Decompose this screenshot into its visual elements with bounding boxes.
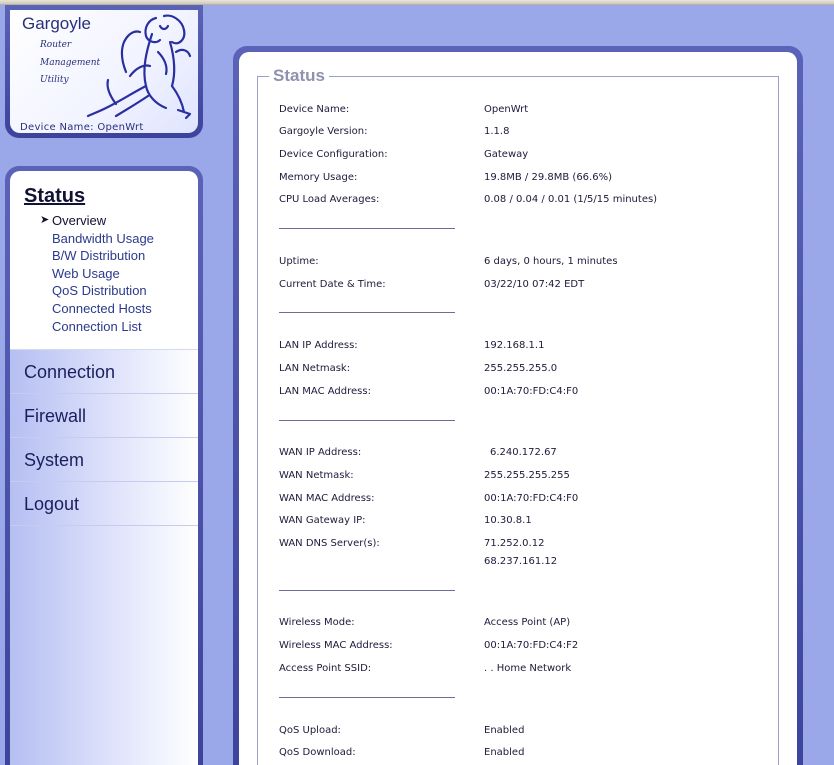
info-label: WAN DNS Server(s): bbox=[279, 538, 380, 549]
sidebar-item-label: Firewall bbox=[24, 406, 87, 426]
info-value: . . Home Network bbox=[484, 663, 572, 674]
info-row-ssid bbox=[279, 663, 779, 679]
section-divider bbox=[279, 697, 455, 698]
info-value: Enabled bbox=[484, 725, 525, 736]
sidebar-item-firewall[interactable] bbox=[10, 394, 198, 438]
app-title: Gargoyle bbox=[22, 14, 91, 33]
info-value: 1.1.8 bbox=[484, 126, 510, 137]
section-divider bbox=[279, 228, 455, 229]
sidebar-item-label: Logout bbox=[24, 494, 80, 514]
info-row-lan-ip bbox=[279, 340, 779, 356]
info-row-lan-mac bbox=[279, 386, 779, 402]
info-label: LAN MAC Address: bbox=[279, 386, 371, 397]
section-divider bbox=[279, 590, 455, 591]
info-value: 03/22/10 07:42 EDT bbox=[484, 279, 585, 290]
info-row-wan-mac bbox=[279, 493, 779, 509]
info-label: Wireless MAC Address: bbox=[279, 640, 393, 651]
page-title: Status bbox=[269, 66, 329, 86]
info-label: Device Configuration: bbox=[279, 149, 388, 160]
sidebar-item-logout[interactable] bbox=[10, 482, 198, 526]
gargoyle-logo-icon bbox=[86, 12, 196, 120]
content-inner bbox=[239, 52, 797, 765]
info-row-device-name bbox=[279, 104, 779, 120]
sidebar bbox=[5, 166, 203, 765]
info-label: Uptime: bbox=[279, 256, 319, 267]
section-divider bbox=[279, 420, 455, 421]
info-label: Current Date & Time: bbox=[279, 279, 386, 290]
info-value: 68.237.161.12 bbox=[484, 556, 558, 567]
sidebar-item-connected-hosts[interactable]: Connected Hosts bbox=[52, 301, 152, 316]
active-arrow-icon: ➤ bbox=[40, 213, 50, 226]
sidebar-item-qos-distribution[interactable]: QoS Distribution bbox=[52, 283, 147, 298]
info-value: 0.08 / 0.04 / 0.01 (1/5/15 minutes) bbox=[484, 194, 658, 205]
tagline-management: Management bbox=[40, 58, 101, 68]
info-label: WAN IP Address: bbox=[279, 447, 362, 458]
tagline-router: Router bbox=[40, 40, 72, 50]
info-value: Enabled bbox=[484, 747, 525, 758]
logo-device-name: Device Name: OpenWrt bbox=[20, 122, 144, 133]
sidebar-item-connection-list[interactable]: Connection List bbox=[52, 319, 142, 334]
info-row-uptime bbox=[279, 256, 779, 272]
info-label: Wireless Mode: bbox=[279, 617, 355, 628]
info-value: 6.240.172.67 bbox=[490, 447, 557, 458]
info-row-qos-download bbox=[279, 747, 779, 763]
info-row-wireless-mode bbox=[279, 617, 779, 633]
info-value: 192.168.1.1 bbox=[484, 340, 545, 351]
info-value: 71.252.0.12 bbox=[484, 538, 545, 549]
sidebar-item-bw-distribution[interactable]: B/W Distribution bbox=[52, 248, 146, 263]
info-row-wan-dns-secondary bbox=[279, 556, 779, 572]
info-row-cpu-load bbox=[279, 194, 779, 210]
info-value: 19.8MB / 29.8MB (66.6%) bbox=[484, 172, 612, 183]
sidebar-item-connection[interactable] bbox=[10, 350, 198, 394]
status-menu-section bbox=[10, 171, 198, 350]
info-row-wireless-mac bbox=[279, 640, 779, 656]
info-value: Access Point (AP) bbox=[484, 617, 571, 628]
info-label: Device Name: bbox=[279, 104, 350, 115]
info-row-wan-netmask bbox=[279, 470, 779, 486]
info-label: Memory Usage: bbox=[279, 172, 358, 183]
sidebar-item-system[interactable] bbox=[10, 438, 198, 482]
info-value: 255.255.255.0 bbox=[484, 363, 558, 374]
info-value: 00:1A:70:FD:C4:F0 bbox=[484, 386, 579, 397]
info-row-wan-ip bbox=[279, 447, 779, 463]
content-panel bbox=[233, 46, 803, 765]
info-label: QoS Download: bbox=[279, 747, 356, 758]
info-row-wan-gateway bbox=[279, 515, 779, 531]
sidebar-item-bandwidth-usage[interactable]: Bandwidth Usage bbox=[52, 231, 154, 246]
info-label: LAN IP Address: bbox=[279, 340, 358, 351]
info-value: 255.255.255.255 bbox=[484, 470, 570, 481]
info-row-current-date-time bbox=[279, 279, 779, 295]
info-label: WAN Gateway IP: bbox=[279, 515, 366, 526]
info-row-device-configuration bbox=[279, 149, 779, 165]
info-label: WAN MAC Address: bbox=[279, 493, 375, 504]
info-row-memory-usage bbox=[279, 172, 779, 188]
info-row-gargoyle-version bbox=[279, 126, 779, 142]
info-row-wan-dns bbox=[279, 538, 779, 554]
sidebar-section-status[interactable]: Status bbox=[24, 185, 86, 207]
sidebar-item-overview[interactable]: Overview bbox=[52, 213, 107, 228]
logo-inner bbox=[10, 10, 198, 133]
info-value: 00:1A:70:FD:C4:F0 bbox=[484, 493, 579, 504]
info-value: 6 days, 0 hours, 1 minutes bbox=[484, 256, 618, 267]
logo-panel bbox=[5, 5, 203, 138]
info-label: Access Point SSID: bbox=[279, 663, 372, 674]
section-divider bbox=[279, 312, 455, 313]
info-row-qos-upload bbox=[279, 725, 779, 741]
info-label: WAN Netmask: bbox=[279, 470, 354, 481]
tagline-utility: Utility bbox=[40, 75, 69, 85]
info-label: CPU Load Averages: bbox=[279, 194, 380, 205]
info-label: QoS Upload: bbox=[279, 725, 341, 736]
sidebar-item-label: System bbox=[24, 450, 85, 470]
info-value: Gateway bbox=[484, 149, 529, 160]
sidebar-inner bbox=[10, 171, 198, 765]
info-label: LAN Netmask: bbox=[279, 363, 351, 374]
info-value: 00:1A:70:FD:C4:F2 bbox=[484, 640, 579, 651]
info-row-lan-netmask bbox=[279, 363, 779, 379]
info-label: Gargoyle Version: bbox=[279, 126, 368, 137]
info-value: OpenWrt bbox=[484, 104, 529, 115]
info-value: 10.30.8.1 bbox=[484, 515, 532, 526]
sidebar-item-label: Connection bbox=[24, 362, 116, 382]
sidebar-item-web-usage[interactable]: Web Usage bbox=[52, 266, 120, 281]
